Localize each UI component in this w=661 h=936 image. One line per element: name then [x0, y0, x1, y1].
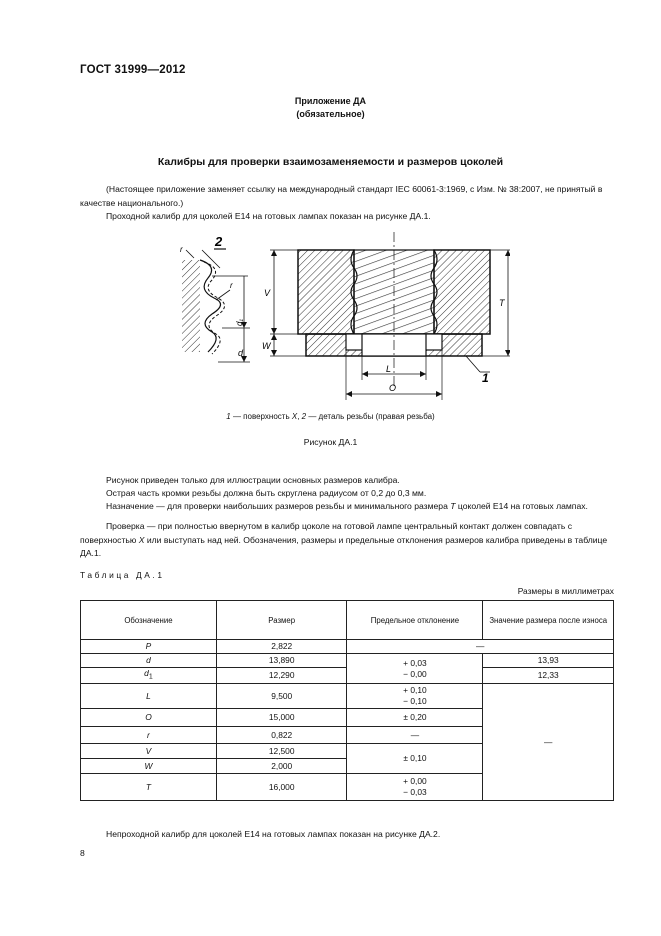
table-row — [81, 654, 614, 668]
header-cell: Размер — [216, 601, 347, 640]
thread-profile — [200, 260, 221, 352]
arrowhead — [271, 334, 277, 340]
tolerance-cell: ± 0,10 — [347, 744, 483, 774]
gauge-body-left — [298, 250, 354, 334]
radius-leader — [216, 290, 230, 300]
table-units: Размеры в миллиметрах — [517, 586, 614, 596]
arrowhead — [271, 328, 277, 334]
body-paragraph-4: Проверка — при полностью ввернутом в калибр цоколе на готовой лампе центральный контакт должен совпадать с поверхностью X или выступать над ней. Обозначения, размеры и предельные отклонения размеров калибра приведены в таблице ДА.1. — [80, 521, 608, 559]
leader-1 — [466, 356, 480, 372]
header-cell: Значение размера после износа — [483, 601, 614, 640]
tolerance-cell: + 0,00 − 0,03 — [347, 774, 483, 801]
size-cell: 9,500 — [216, 684, 347, 709]
table-row — [81, 640, 614, 654]
thread-detail-hatch — [182, 260, 200, 352]
leader-r — [186, 250, 194, 258]
dimensions-table — [80, 600, 614, 801]
symbol-cell: r — [81, 727, 217, 744]
arrowhead — [505, 350, 510, 356]
arrowhead — [420, 371, 426, 377]
closing-paragraph: Непроходной калибр для цоколей E14 на готовых лампах показан на рисунке ДА.2. — [106, 829, 441, 839]
gauge-body-right — [434, 250, 490, 334]
label-d: d — [238, 348, 244, 358]
arrowhead — [346, 391, 352, 397]
figure-legend: 1 — поверхность X, 2 — деталь резьбы (правая резьба) — [226, 412, 435, 421]
wear-cell: 12,33 — [483, 668, 614, 684]
arrowhead — [362, 371, 368, 377]
page-number: 8 — [80, 848, 85, 858]
label-O: O — [389, 383, 397, 393]
document-code: ГОСТ 31999—2012 — [80, 64, 186, 76]
symbol-cell: L — [81, 684, 217, 709]
gauge-section — [262, 232, 510, 400]
symbol-cell: d — [81, 654, 217, 668]
size-cell: 15,000 — [216, 709, 347, 727]
section-title: Калибры для проверки взаимозаменяемости и размеров цоколей — [157, 156, 504, 168]
label-L: L — [386, 364, 392, 374]
size-cell: 2,822 — [216, 640, 347, 654]
arrowhead — [505, 250, 510, 256]
size-cell: 16,000 — [216, 774, 347, 801]
arrowhead — [436, 391, 442, 397]
table-row — [81, 684, 614, 709]
label-V: V — [264, 288, 271, 298]
symbol-cell: O — [81, 709, 217, 727]
arrowhead — [271, 350, 277, 356]
tolerance-cell: — — [347, 727, 483, 744]
label-radius: r — [180, 245, 183, 254]
tolerance-cell: + 0,10 − 0,10 — [347, 684, 483, 709]
body-paragraph-3: Назначение — для проверки наибольших размеров резьбы и минимального размера T цоколей E14 на готовых лампах. — [106, 501, 588, 511]
symbol-cell: V — [81, 744, 217, 759]
tolerance-cell: + 0,03 − 0,00 — [347, 654, 483, 684]
body-paragraph-1: Рисунок приведен только для иллюстрации основных размеров калибра. — [106, 475, 400, 485]
tolerance-cell: ± 0,20 — [347, 709, 483, 727]
appendix-title: Приложение ДА — [294, 96, 367, 106]
intro-note: (Настоящее приложение заменяет ссылку на международный стандарт IEC 60061-3:1969, с Изм. № 38:2007, не принятый в качестве национального.) — [80, 184, 603, 208]
label-radius: r — [230, 281, 233, 290]
symbol-cell: T — [81, 774, 217, 801]
wear-cell: 13,93 — [483, 654, 614, 668]
gauge-drawing — [160, 228, 510, 408]
thread-detail — [180, 234, 250, 362]
label-surface-1: 1 — [482, 371, 489, 385]
appendix-status: (обязательное) — [296, 109, 365, 119]
table-caption: Таблица ДА.1 — [80, 570, 165, 580]
size-cell: 13,890 — [216, 654, 347, 668]
header-cell: Предельное отклонение — [347, 601, 483, 640]
symbol-cell: W — [81, 759, 217, 774]
body-paragraph-2: Острая часть кромки резьбы должна быть скруглена радиусом от 0,2 до 0,3 мм. — [106, 488, 427, 498]
wear-cell: — — [483, 684, 614, 801]
intro-paragraph: Проходной калибр для цоколей E14 на готовых лампах показан на рисунке ДА.1. — [106, 211, 431, 221]
size-cell: 2,000 — [216, 759, 347, 774]
label-detail-2: 2 — [215, 234, 223, 249]
figure-title: Рисунок ДА.1 — [303, 437, 358, 447]
size-cell: 0,822 — [216, 727, 347, 744]
size-cell: 12,500 — [216, 744, 347, 759]
arrowhead — [271, 250, 277, 256]
symbol-cell: P — [81, 640, 217, 654]
table-header-row — [81, 601, 614, 640]
label-T: T — [499, 298, 505, 308]
header-cell: Обозначение — [81, 601, 217, 640]
size-cell: 12,290 — [216, 668, 347, 684]
tolerance-wear-cell: — — [347, 640, 614, 654]
label-W: W — [262, 341, 271, 351]
label-d1: d₁ — [235, 319, 244, 326]
symbol-cell: $d_1$ — [81, 668, 217, 684]
